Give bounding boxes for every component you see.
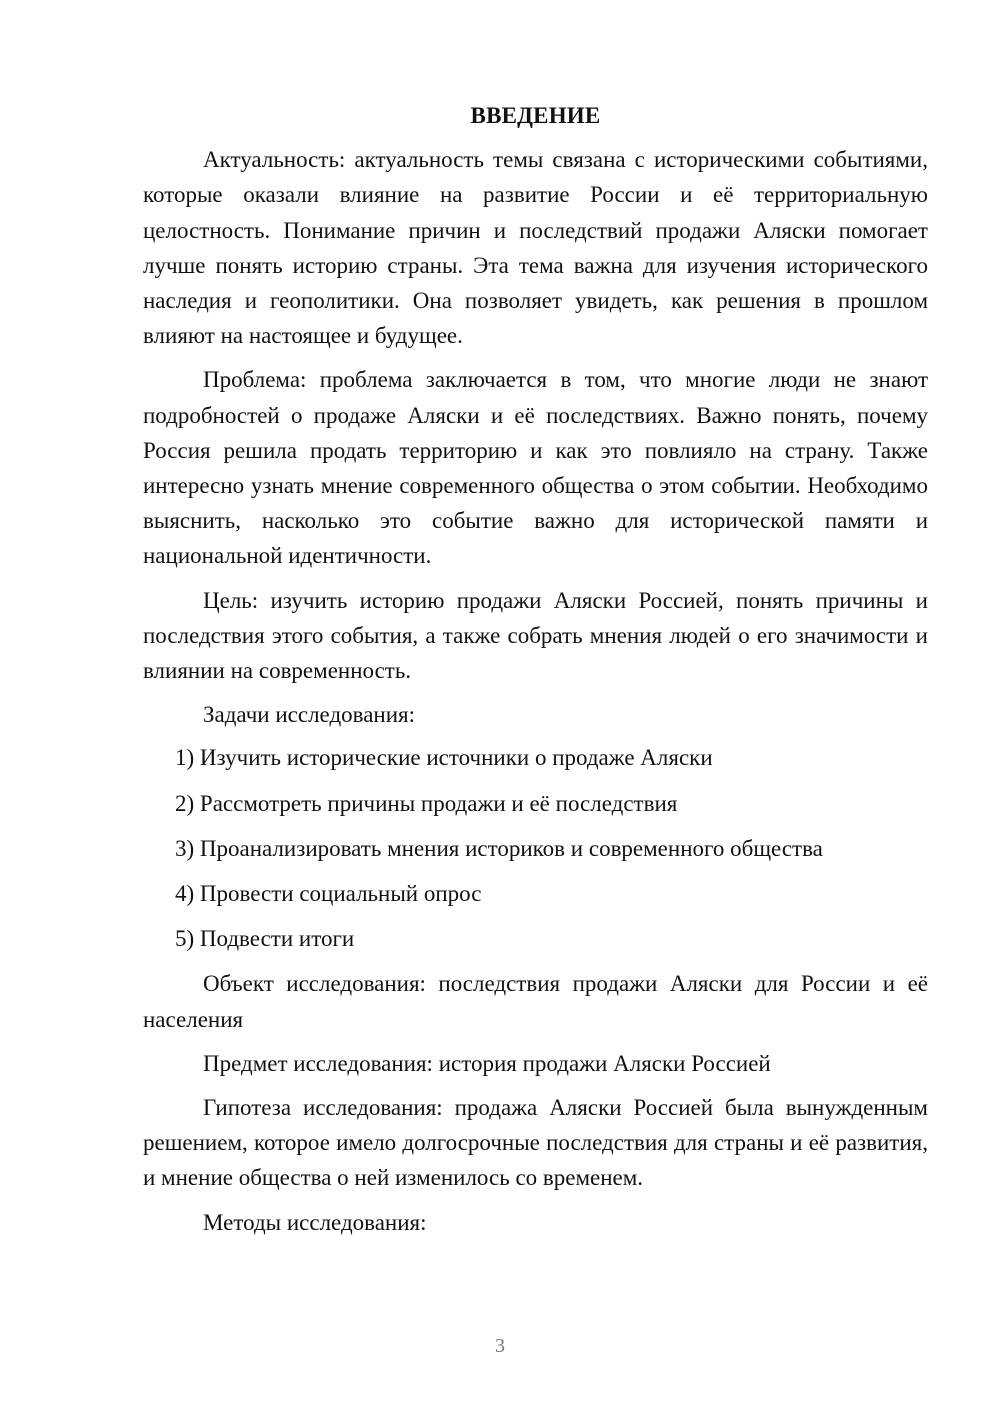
page-number: 3 [495,1335,505,1357]
task-item: 1) Изучить исторические источники о продаже Аляски [175,745,713,771]
page-content [143,98,928,1249]
tasks-list [143,740,928,956]
task-item: 4) Провести социальный опрос [175,881,482,907]
object-paragraph: Объект исследования: последствия продажи Аляски для России и её населения [143,971,928,1032]
methods-heading: Методы исследования: [203,1209,427,1235]
hypothesis-paragraph: Гипотеза исследования: продажа Аляски Россией была вынужденным решением, которое имело долгосрочные последствия для страны и её развития, и мнение общества о ней изменилось со временем. [143,1095,928,1191]
task-item: 3) Проанализировать мнения историков и современного общества [175,835,823,861]
problem-paragraph: Проблема: проблема заключается в том, что многие люди не знают подробностей о продаже Аляски и её последствиях. Важно понять, почему Россия решила продать территорию и как это повлияло на страну. Также интересно узнать мнение современного общества о этом событии. Необходимо выяснить, насколько это событие важно для исторической памяти и национальной идентичности. [143,367,928,569]
subject-paragraph: Предмет исследования: история продажи Аляски Россией [203,1050,771,1076]
relevance-paragraph: Актуальность: актуальность темы связана с историческими событиями, которые оказали влияние на развитие России и её территориальную целостность. Понимание причин и последствий продажи Аляски помогает лучше понять историю страны. Эта тема важна для изучения исторического наследия и геополитики. Она позволяет увидеть, как решения в прошлом влияют на настоящее и будущее. [143,147,928,349]
task-item: 2) Рассмотреть причины продажи и её последствия [175,790,678,816]
tasks-heading: Задачи исследования: [203,702,416,728]
goal-paragraph: Цель: изучить историю продажи Аляски Россией, понять причины и последствия этого события, а также собрать мнения людей о его значимости и влиянии на современность. [143,587,928,684]
task-item: 5) Подвести итоги [175,926,355,952]
section-title: ВВЕДЕНИЕ [470,103,601,128]
